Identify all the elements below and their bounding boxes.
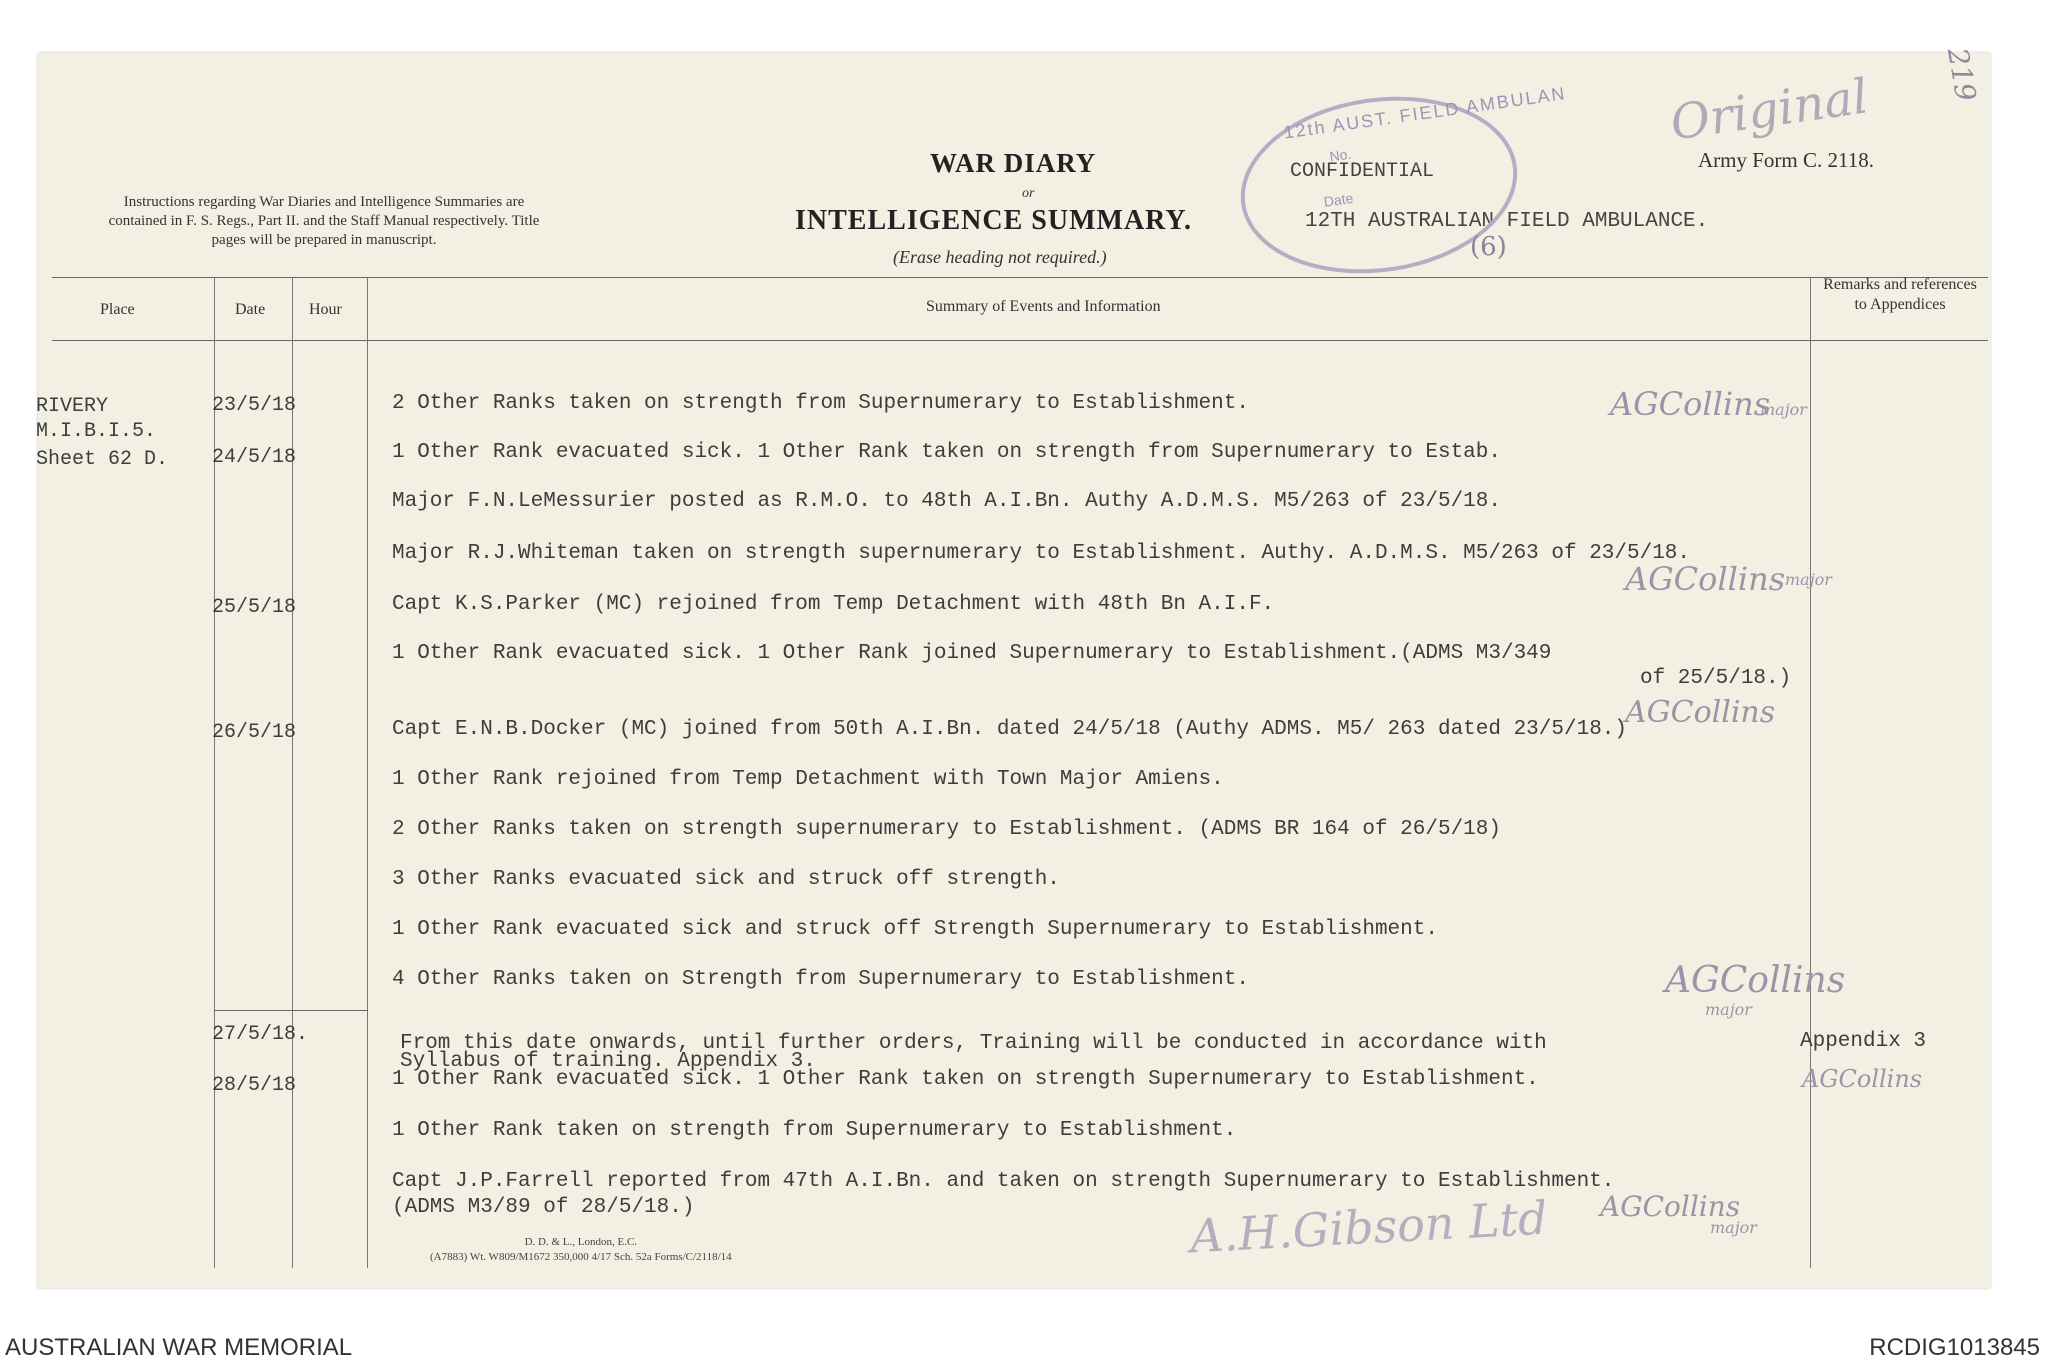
- diary-entry: 1 Other Rank evacuated sick and struck off Strength Supernumerary to Establishment.: [392, 918, 1438, 941]
- instructions-note: Instructions regarding War Diaries and Intelligence Summaries are contained in F. S. Regs., Part II. and the Staff Manual respectively. Title pages will be prepared in manuscript.: [108, 194, 540, 248]
- rule-summary-remarks: [1810, 278, 1811, 1268]
- printer-line: (A7883) Wt. W809/M1672 350,000 4/17 Sch. 52a Forms/C/2118/14: [430, 1251, 732, 1263]
- date-entry: 25/5/18: [212, 596, 297, 619]
- stamp-date: Date: [1322, 189, 1355, 210]
- diary-entry: Capt E.N.B.Docker (MC) joined from 50th A.I.Bn. dated 24/5/18 (Authy ADMS. M5/ 263 dated 23/5/18.): [392, 718, 1628, 741]
- diary-entry-continuation: Syllabus of training. Appendix 3.: [400, 1050, 816, 1073]
- date-entry: 26/5/18: [212, 721, 297, 744]
- date-entry: 24/5/18: [212, 446, 297, 469]
- rule-place-date: [214, 278, 215, 1268]
- col-header-hour: Hour: [309, 301, 342, 318]
- diary-entry-continuation: (ADMS M3/89 of 28/5/18.): [392, 1196, 695, 1219]
- officer-rank: major: [1760, 400, 1807, 419]
- diary-entry: 1 Other Rank evacuated sick. 1 Other Rank taken on strength Supernumerary to Establishment.: [392, 1068, 1539, 1091]
- diary-entry: 2 Other Ranks taken on strength from Supernumerary to Establishment.: [392, 392, 1249, 415]
- diary-entry: 1 Other Rank evacuated sick. 1 Other Rank joined Supernumerary to Establishment.(ADMS M3/349: [392, 642, 1552, 665]
- archive-credit: AUSTRALIAN WAR MEMORIAL: [5, 1334, 353, 1361]
- diary-entry: Major R.J.Whiteman taken on strength supernumerary to Establishment. Authy. A.D.M.S. M5/263 of 23/5/18.: [392, 542, 1691, 565]
- col-header-remarks: Remarks and references to Appendices: [1823, 276, 1977, 313]
- diary-entry: Capt J.P.Farrell reported from 47th A.I.Bn. and taken on strength Supernumerary to Establishment.: [392, 1170, 1615, 1193]
- stamp-ring-text: 12th AUST. FIELD AMBULAN: [1282, 83, 1568, 143]
- diary-entry: 1 Other Rank taken on strength from Supernumerary to Establishment.: [392, 1119, 1237, 1142]
- diary-entry: From this date onwards, until further orders, Training will be conducted in accordance with: [400, 1032, 1547, 1055]
- diary-entry: 1 Other Rank rejoined from Temp Detachment with Town Major Amiens.: [392, 768, 1224, 791]
- original-annotation: Original: [1667, 68, 1872, 152]
- officer-initials: AGCollins: [1610, 385, 1771, 423]
- date-block-rule: [214, 1010, 368, 1011]
- archive-item-id: RCDIG1013845: [1869, 1334, 2040, 1361]
- signature: A.H.Gibson Ltd: [1188, 1190, 1549, 1264]
- diary-entry: 3 Other Ranks evacuated sick and struck off strength.: [392, 868, 1060, 891]
- volume-mark: (6): [1470, 232, 1507, 262]
- col-header-place: Place: [100, 301, 135, 318]
- officer-initials: AGCollins: [1665, 960, 1846, 1001]
- diary-entry: Capt K.S.Parker (MC) rejoined from Temp Detachment with 48th Bn A.I.F.: [392, 593, 1275, 616]
- col-header-date: Date: [235, 301, 266, 318]
- table-top-rule: [52, 277, 1988, 278]
- date-entry: 23/5/18: [212, 394, 297, 417]
- diary-entry-continuation: of 25/5/18.): [1640, 667, 1792, 690]
- confidential-mark: CONFIDENTIAL: [1290, 160, 1435, 183]
- header-bottom-rule: [52, 340, 1988, 341]
- title-or: or: [1022, 186, 1035, 201]
- date-entry: 28/5/18: [212, 1074, 297, 1097]
- diary-entry: 4 Other Ranks taken on Strength from Supernumerary to Establishment.: [392, 968, 1249, 991]
- printer-line: D. D. & L., London, E.C.: [524, 1236, 638, 1248]
- officer-initials: AGCollins: [1600, 1190, 1741, 1223]
- army-form-number: Army Form C. 2118.: [1698, 148, 1874, 172]
- col-header-summary: Summary of Events and Information: [926, 298, 1161, 315]
- officer-rank: major: [1785, 570, 1832, 589]
- page-number: 219: [1940, 45, 1983, 104]
- title-war-diary: WAR DIARY: [930, 148, 1097, 178]
- diary-entry: 2 Other Ranks taken on strength supernumerary to Establishment. (ADMS BR 164 of 26/5/18): [392, 818, 1501, 841]
- map-reference: M.I.B.I.5.: [36, 420, 157, 443]
- officer-rank: major: [1710, 1218, 1757, 1237]
- title-intelligence-summary: INTELLIGENCE SUMMARY.: [795, 205, 1193, 236]
- appendix-reference: Appendix 3: [1800, 1030, 1927, 1053]
- officer-initials: AGCollins: [1802, 1065, 1923, 1093]
- date-entry: 27/5/18.: [212, 1023, 309, 1046]
- rule-hour-summary: [367, 278, 368, 1268]
- officer-rank: major: [1705, 1000, 1752, 1019]
- diary-entry: Major F.N.LeMessurier posted as R.M.O. to 48th A.I.Bn. Authy A.D.M.S. M5/263 of 23/5/18.: [392, 490, 1501, 513]
- officer-initials: AGCollins: [1625, 695, 1776, 730]
- officer-initials: AGCollins: [1625, 560, 1786, 598]
- printer-imprint: [430, 1235, 732, 1265]
- place-name: RIVERY: [36, 395, 109, 418]
- unit-name: 12TH AUSTRALIAN FIELD AMBULANCE.: [1305, 210, 1709, 233]
- diary-entry: 1 Other Rank evacuated sick. 1 Other Rank taken on strength from Supernumerary to Estab.: [392, 441, 1501, 464]
- map-sheet: Sheet 62 D.: [36, 448, 169, 471]
- rule-date-hour: [292, 278, 293, 1268]
- erase-note: (Erase heading not required.): [893, 247, 1107, 267]
- stamp-no: No.: [1328, 145, 1353, 165]
